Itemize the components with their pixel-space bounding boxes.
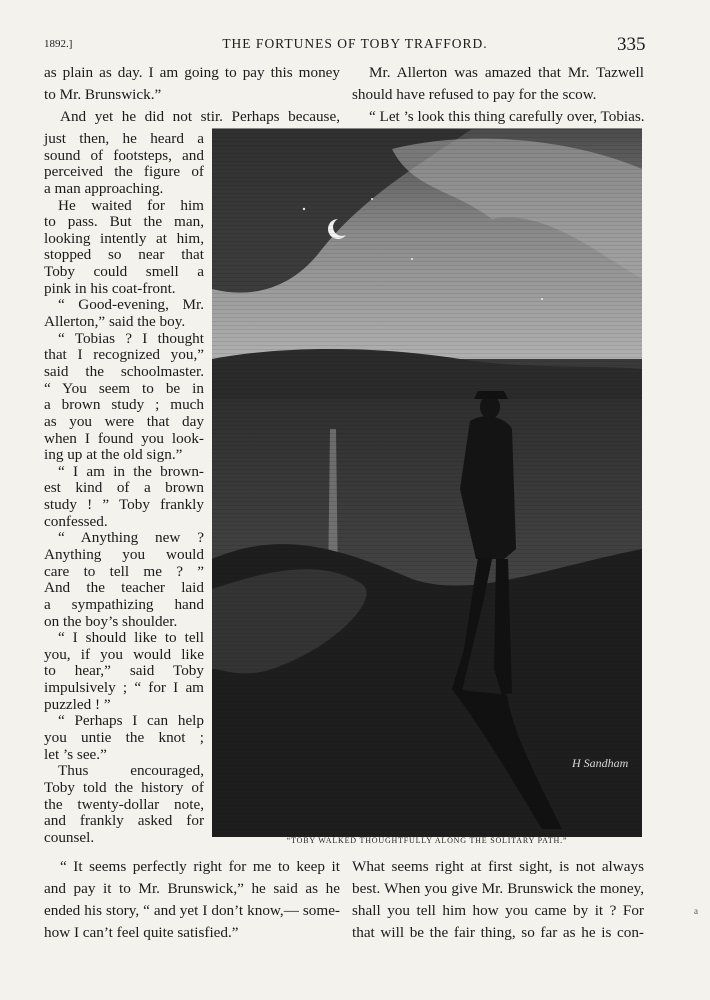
text-line: when I found you look-: [44, 430, 204, 447]
text-line: “ Anything new ?: [58, 529, 204, 546]
text-line: a sympathizing hand: [44, 596, 204, 613]
text-line: “ I am in the brown-: [58, 463, 204, 480]
text-line: confessed.: [44, 513, 108, 530]
text-line: best. When you give Mr. Brunswick the money,: [352, 880, 644, 897]
text-line: impulsively ; “ for I am: [44, 679, 204, 696]
text-line: ended his story, “ and yet I don’t know,— some-: [44, 902, 340, 919]
text-line: Mr. Allerton was amazed that Mr. Tazwell: [369, 64, 644, 81]
text-line: you, if you would like: [44, 646, 204, 663]
text-line: let ’s see.”: [44, 746, 107, 763]
engraving-hatching: [212, 129, 642, 837]
text-line: perceived the figure of: [44, 163, 204, 180]
text-line: sound of footsteps, and: [44, 147, 204, 164]
text-line: care to tell me ? ”: [44, 563, 204, 580]
text-line: “ I should like to tell: [58, 629, 204, 646]
text-line: counsel.: [44, 829, 95, 846]
page-number: 335: [617, 34, 646, 55]
text-line: “ Perhaps I can help: [58, 712, 204, 729]
text-line: study ! ” Toby frankly: [44, 496, 204, 513]
text-line: you untie the knot ;: [44, 729, 204, 746]
text-line: to Mr. Brunswick.”: [44, 86, 162, 103]
text-line: And the teacher laid: [44, 579, 204, 596]
text-line: Thus encouraged,: [58, 762, 204, 779]
text-line: Toby told the history of: [44, 779, 204, 796]
text-line: the twenty-dollar note,: [44, 796, 204, 813]
text-line: And yet he did not stir. Perhaps because,: [60, 108, 340, 125]
text-line: should have refused to pay for the scow.: [352, 86, 597, 103]
text-line: a man approaching.: [44, 180, 164, 197]
text-line: “ Let ’s look this thing carefully over, Tobias.: [369, 108, 645, 125]
header-year: 1892.]: [44, 38, 73, 50]
text-line: What seems right at first sight, is not always: [352, 858, 644, 875]
text-line: and frankly asked for: [44, 812, 204, 829]
text-line: “ Tobias ? I thought: [58, 330, 204, 347]
text-line: shall you tell him how you came by it ? For: [352, 902, 644, 919]
text-line: “ Good-evening, Mr.: [58, 296, 204, 313]
header-title: THE FORTUNES OF TOBY TRAFFORD.: [222, 36, 488, 51]
text-line: how I can’t feel quite satisfied.”: [44, 924, 239, 941]
text-line: “ It seems perfectly right for me to keep it: [60, 858, 340, 875]
running-header: [0, 34, 710, 56]
illustration: [212, 128, 642, 837]
text-line: on the boy’s shoulder.: [44, 613, 178, 630]
text-line: to pass. But the man,: [44, 213, 204, 230]
text-line: said the schoolmaster.: [44, 363, 204, 380]
text-line: est kind of a brown: [44, 479, 204, 496]
text-line: that will be the fair thing, so far as he is con-: [352, 924, 644, 941]
text-line: Anything you would: [44, 546, 204, 563]
text-line: pink in his coat-front.: [44, 280, 176, 297]
text-line: and pay it to Mr. Brunswick,” he said as he: [44, 880, 340, 897]
edge-mark: a: [694, 906, 698, 916]
text-line: looking intently at him,: [44, 230, 204, 247]
text-line: that I recognized you,”: [44, 346, 204, 363]
text-line: as you were that day: [44, 413, 204, 430]
artist-signature: H Sandham: [572, 756, 629, 770]
text-line: Allerton,” said the boy.: [44, 313, 186, 330]
text-line: Toby could smell a: [44, 263, 204, 280]
text-line: as plain as day. I am going to pay this money: [44, 64, 340, 81]
text-line: He waited for him: [58, 197, 204, 214]
text-line: puzzled ! ”: [44, 696, 111, 713]
text-line: stopped so near that: [44, 246, 204, 263]
text-line: “ You seem to be in: [44, 380, 204, 397]
text-line: a brown study ; much: [44, 396, 204, 413]
engraving-picture: [212, 129, 642, 837]
text-line: to hear,” said Toby: [44, 662, 204, 679]
text-line: just then, he heard a: [44, 130, 204, 147]
text-line: ing up at the old sign.”: [44, 446, 183, 463]
illustration-caption: “TOBY WALKED THOUGHTFULLY ALONG THE SOLITARY PATH.”: [286, 836, 568, 845]
